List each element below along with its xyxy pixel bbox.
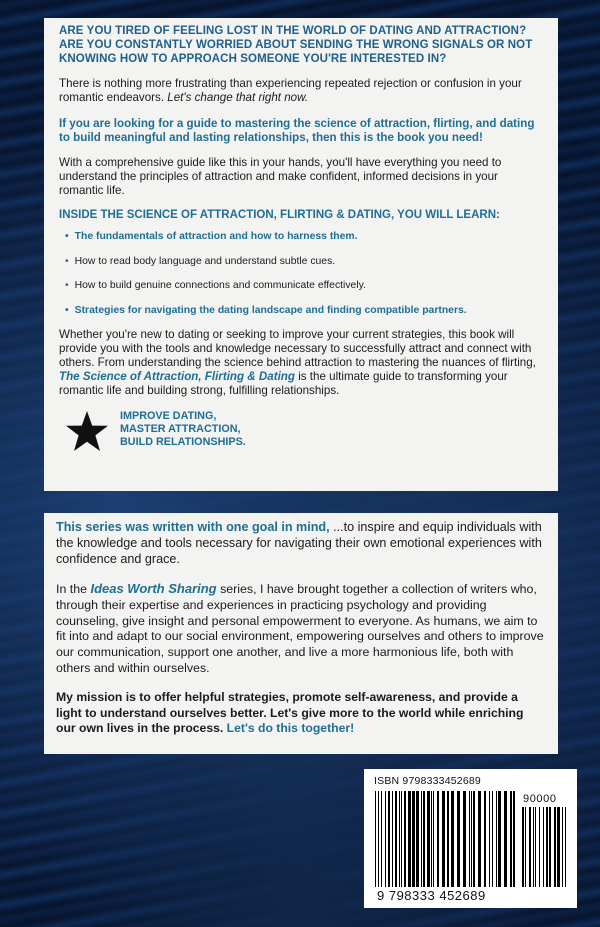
tagline-lines: IMPROVE DATING, MASTER ATTRACTION, BUILD RELATIONSHIPS. (120, 410, 246, 449)
barcode-bar (437, 791, 439, 887)
bullet-icon: • (65, 280, 69, 291)
list-item: • Strategies for navigating the dating landscape and finding compatible partners. (65, 304, 467, 316)
intro-italic: Let's change that right now. (167, 91, 309, 104)
barcode-bar (412, 791, 415, 887)
barcode-bar (529, 807, 531, 887)
series-paragraph: In the Ideas Worth Sharing series, I have brought together a collection of writers who, through their expertise and experiences in practicing psychology and providing counseling, give insight and personal empowerment to everyone. As humans, we aim to fit into and adapt to our social environment, empowering ourselves and others to improve our communication, support one another, and live a more harmonious life, both with others and within ourselves. (56, 581, 544, 675)
barcode-bar (535, 807, 536, 887)
barcode-bar (471, 791, 472, 887)
barcode-bar (543, 807, 544, 887)
barcode-bar (408, 791, 411, 887)
barcode-bar (463, 791, 466, 887)
description-panel (44, 18, 558, 491)
closing-paragraph: Whether you're new to dating or seeking to improve your current strategies, this book will provide you with the tools and knowledge necessary to successfully attract and connect with others. From understanding the science behind attraction to mastering the nuances of flirting, The Science of Attraction, Flirting & Dating is the ultimate guide to transforming your romantic life and building strong, fulfilling relationships. (59, 328, 536, 397)
guide-paragraph: If you are looking for a guide to mastering the science of attraction, flirting, and dating to build meaningful and lasting relationships, then this is the book you need! (59, 117, 535, 144)
barcode-bar (513, 791, 515, 887)
series-panel (44, 513, 558, 754)
barcode-bar (492, 791, 493, 887)
barcode-bar (433, 791, 434, 887)
barcode-bar (525, 807, 526, 887)
bullet-icon: • (65, 304, 69, 316)
barcode-bar (427, 791, 430, 887)
barcode-bar (504, 791, 507, 887)
intro-text: There is nothing more frustrating than experiencing repeated rejection or confusion in your romantic endeavors. (59, 77, 522, 104)
list-item: • How to read body language and understand subtle cues. (65, 255, 336, 267)
barcode-bar (496, 791, 497, 887)
barcode-addon-icon (521, 791, 567, 895)
headline-question-1: ARE YOU TIRED OF FEELING LOST IN THE WORLD OF DATING AND ATTRACTION? (59, 25, 527, 37)
series-lead: This series was written with one goal in mind, ...to inspire and equip individuals with the knowledge and tools necessary for navigating their own emotional experiences with confidence and grace. (56, 520, 542, 566)
barcode (374, 791, 567, 903)
barcode-bar (565, 807, 566, 887)
barcode-bar (473, 791, 475, 887)
barcode-bar (498, 791, 501, 887)
barcode-bar (404, 791, 406, 887)
barcode-bar (378, 791, 379, 887)
book-title: The Science of Attraction, Flirting & Dating (59, 370, 295, 383)
tagline-block (59, 410, 544, 452)
barcode-bar (546, 807, 548, 887)
barcode-bar (478, 791, 481, 887)
barcode-bar (388, 791, 390, 887)
barcode-bar (484, 791, 486, 887)
barcode-bar (385, 791, 386, 887)
headline-question-2: ARE YOU CONSTANTLY WORRIED ABOUT SENDING THE WRONG SIGNALS OR NOT KNOWING HOW TO APPROACH SOMEONE YOU'RE INTERESTED IN? (59, 39, 533, 65)
series-name: Ideas Worth Sharing (90, 581, 217, 596)
learn-list (59, 230, 544, 317)
barcode-bar (539, 807, 540, 887)
barcode-bar (401, 791, 402, 887)
star-icon (65, 410, 109, 452)
barcode-bar (447, 791, 449, 887)
bullet-icon: • (65, 255, 69, 267)
barcode-bar (416, 791, 419, 887)
barcode-bar (395, 791, 397, 887)
inside-heading: INSIDE THE SCIENCE OF ATTRACTION, FLIRTING & DATING, YOU WILL LEARN: (59, 209, 500, 221)
barcode-bar (375, 791, 376, 887)
list-item: • The fundamentals of attraction and how to harness them. (65, 231, 358, 242)
barcode-bar (549, 807, 551, 887)
barcode-bar (533, 807, 534, 887)
barcode-panel (364, 769, 577, 908)
intro-paragraph (59, 77, 544, 105)
bullet-icon: • (65, 231, 69, 242)
barcode-bar (554, 807, 556, 887)
barcode-bar (392, 791, 393, 887)
comprehensive-paragraph: With a comprehensive guide like this in your hands, you'll have everything you need to understand the principles of attraction and make confident, informed decisions in your romantic life. (59, 156, 502, 197)
barcode-bar (562, 807, 563, 887)
list-item: • How to build genuine connections and communicate effectively. (65, 280, 366, 291)
barcode-digits: 9 798333 452689 (377, 888, 486, 903)
barcode-bar (442, 791, 445, 887)
barcode-icon (374, 791, 516, 895)
barcode-bar (469, 791, 470, 887)
barcode-bar (431, 791, 432, 887)
barcode-bar (489, 791, 490, 887)
barcode-bar (399, 791, 400, 887)
barcode-bar (457, 791, 460, 887)
barcode-addon-number: 90000 (523, 793, 557, 805)
isbn-label: ISBN 9798333452689 (374, 775, 481, 787)
barcode-bar (381, 791, 382, 887)
mission-paragraph: My mission is to offer helpful strategies, promote self-awareness, and provide a light to understand ourselves better. Let's give more to the world while enriching our own lives in the process. Let's do this together! (56, 689, 524, 736)
barcode-bar (421, 791, 422, 887)
barcode-bar (510, 791, 512, 887)
barcode-bar (451, 791, 454, 887)
barcode-bar (522, 807, 524, 887)
barcode-bar (423, 791, 425, 887)
barcode-bar (557, 807, 560, 887)
